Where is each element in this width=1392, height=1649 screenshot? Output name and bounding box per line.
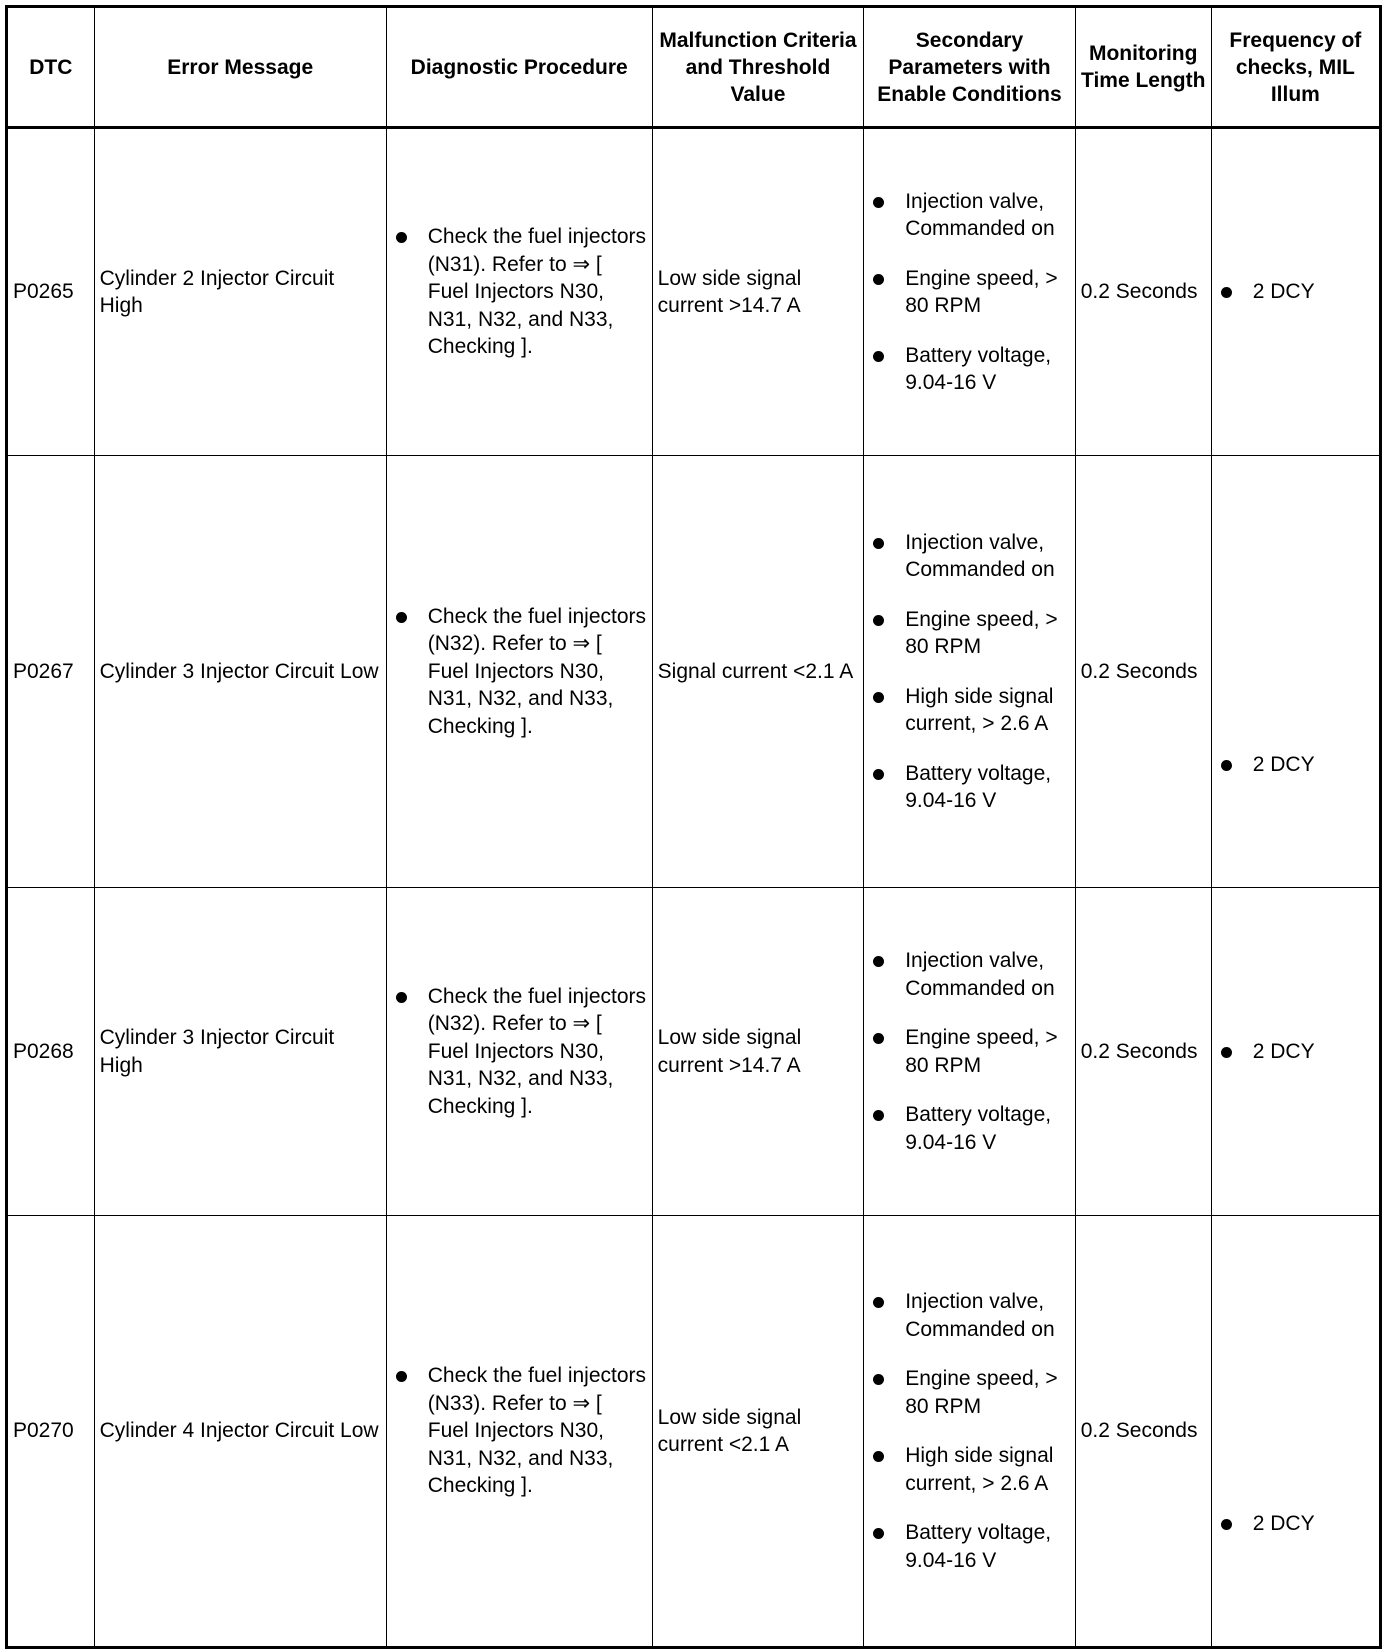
table-row: [7, 888, 1381, 1216]
secondary-parameters: [864, 1216, 1076, 1648]
frequency: [1211, 128, 1380, 456]
secondary-parameter: Engine speed, > 80 RPM: [869, 265, 1071, 320]
monitoring-time: 0.2 Seconds: [1075, 128, 1211, 456]
diagnostic-procedure: [386, 1216, 652, 1648]
frequency: [1211, 1216, 1380, 1648]
procedure-text: Check the fuel injectors (N32). Refer to ⇒ [ Fuel Injectors N30, N31, N32, and N33, Checking ].: [392, 983, 648, 1121]
dtc-code: P0268: [7, 888, 95, 1216]
dtc-code: P0267: [7, 456, 95, 888]
procedure-text: Check the fuel injectors (N31). Refer to ⇒ [ Fuel Injectors N30, N31, N32, and N33, Checking ].: [392, 223, 648, 361]
header-monitoring-time: Monitoring Time Length: [1075, 7, 1211, 128]
secondary-parameter: Engine speed, > 80 RPM: [869, 606, 1071, 661]
procedure-text: Check the fuel injectors (N32). Refer to ⇒ [ Fuel Injectors N30, N31, N32, and N33, Checking ].: [392, 603, 648, 741]
secondary-parameters: [864, 128, 1076, 456]
procedure-text: Check the fuel injectors (N33). Refer to ⇒ [ Fuel Injectors N30, N31, N32, and N33, Checking ].: [392, 1362, 648, 1500]
table-row: [7, 128, 1381, 456]
secondary-parameter: High side signal current, > 2.6 A: [869, 1442, 1071, 1497]
diagnostic-procedure: [386, 888, 652, 1216]
malfunction-criteria: Low side signal current <2.1 A: [652, 1216, 864, 1648]
secondary-parameter: Battery voltage, 9.04-16 V: [869, 1101, 1071, 1156]
malfunction-criteria: Low side signal current >14.7 A: [652, 888, 864, 1216]
monitoring-time: 0.2 Seconds: [1075, 1216, 1211, 1648]
error-message: Cylinder 3 Injector Circuit Low: [94, 456, 386, 888]
header-diagnostic-procedure: Diagnostic Procedure: [386, 7, 652, 128]
secondary-parameter: High side signal current, > 2.6 A: [869, 683, 1071, 738]
error-message: Cylinder 2 Injector Circuit High: [94, 128, 386, 456]
frequency-value: 2 DCY: [1217, 278, 1375, 306]
header-frequency: Frequency of checks, MIL Illum: [1211, 7, 1380, 128]
secondary-parameters: [864, 888, 1076, 1216]
secondary-parameter: Engine speed, > 80 RPM: [869, 1365, 1071, 1420]
diagnostic-procedure: [386, 128, 652, 456]
table-row: [7, 456, 1381, 888]
secondary-parameter: Injection valve, Commanded on: [869, 947, 1071, 1002]
error-message: Cylinder 3 Injector Circuit High: [94, 888, 386, 1216]
dtc-code: P0265: [7, 128, 95, 456]
secondary-parameter: Engine speed, > 80 RPM: [869, 1024, 1071, 1079]
header-error-message: Error Message: [94, 7, 386, 128]
secondary-parameter: Injection valve, Commanded on: [869, 188, 1071, 243]
secondary-parameter: Battery voltage, 9.04-16 V: [869, 760, 1071, 815]
frequency: [1211, 888, 1380, 1216]
table-row: [7, 1216, 1381, 1648]
secondary-parameter: Battery voltage, 9.04-16 V: [869, 1519, 1071, 1574]
header-row: [7, 7, 1381, 128]
diagnostic-procedure: [386, 456, 652, 888]
monitoring-time: 0.2 Seconds: [1075, 456, 1211, 888]
frequency-value: 2 DCY: [1217, 751, 1375, 779]
frequency-value: 2 DCY: [1217, 1510, 1375, 1538]
secondary-parameter: Battery voltage, 9.04-16 V: [869, 342, 1071, 397]
header-dtc: DTC: [7, 7, 95, 128]
frequency: [1211, 456, 1380, 888]
malfunction-criteria: Low side signal current >14.7 A: [652, 128, 864, 456]
header-malfunction-criteria: Malfunction Criteria and Threshold Value: [652, 7, 864, 128]
secondary-parameter: Injection valve, Commanded on: [869, 1288, 1071, 1343]
dtc-table: [5, 5, 1382, 1649]
secondary-parameters: [864, 456, 1076, 888]
error-message: Cylinder 4 Injector Circuit Low: [94, 1216, 386, 1648]
frequency-value: 2 DCY: [1217, 1038, 1375, 1066]
monitoring-time: 0.2 Seconds: [1075, 888, 1211, 1216]
header-secondary-parameters: Secondary Parameters with Enable Conditions: [864, 7, 1076, 128]
secondary-parameter: Injection valve, Commanded on: [869, 529, 1071, 584]
malfunction-criteria: Signal current <2.1 A: [652, 456, 864, 888]
dtc-code: P0270: [7, 1216, 95, 1648]
